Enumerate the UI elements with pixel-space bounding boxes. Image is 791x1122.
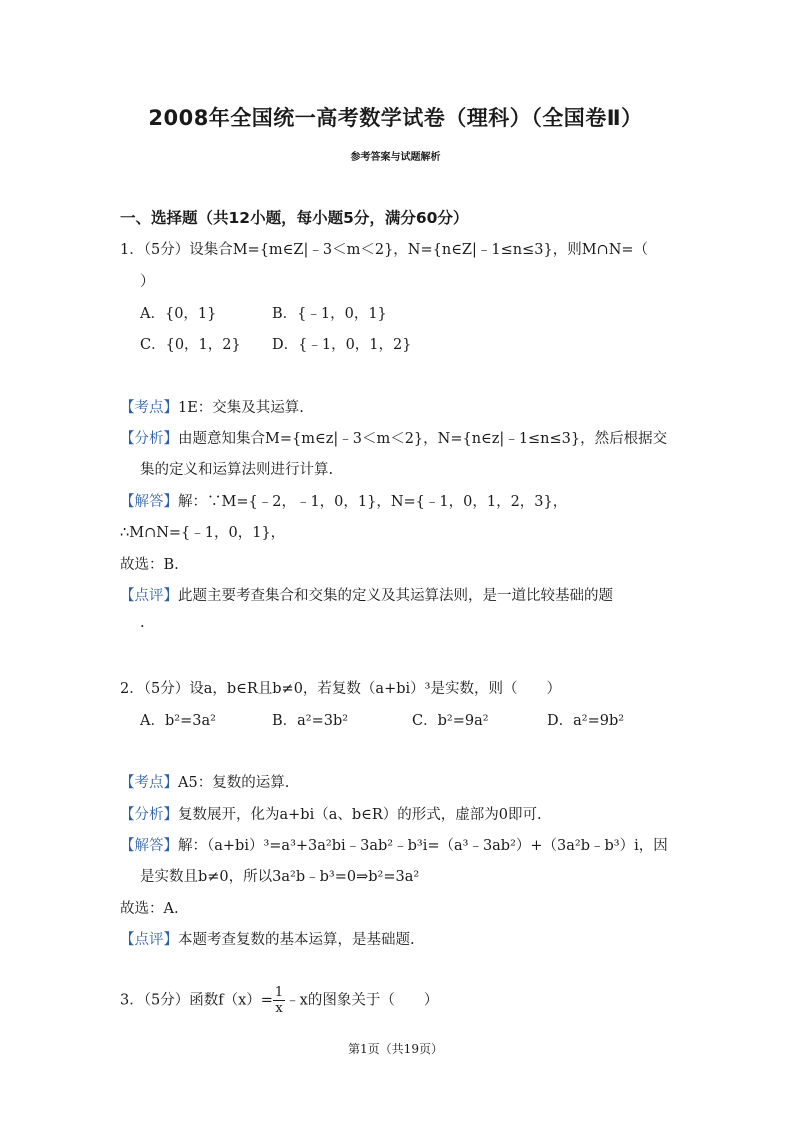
q2-option-c: C．b²=9a² [412,713,489,729]
q2-dianping [120,928,415,949]
page-subtitle: 参考答案与试题解析 [350,152,441,163]
q2-stem: 2．（5分）设a，b∈R且b≠0，若复数（a+bi）³是实数，则（ ） [120,681,561,697]
q1-jieda-text: 解：∵M={﹣2，﹣1，0，1}，N={﹣1，0，1，2，3}， [178,494,568,510]
fenxi-tag: 【分析】 [120,431,178,447]
jieda-tag: 【解答】 [120,494,178,510]
kaodian-tag: 【考点】 [120,400,178,416]
q1-stem-line2: ） [140,274,155,290]
q2-option-b: B．a²=3b² [272,713,349,729]
dianping-tag: 【点评】 [120,588,178,604]
page-title: 2008年全国统一高考数学试卷（理科）（全国卷Ⅱ） [148,106,643,130]
q1-jieda [120,490,567,511]
q1-fenxi-text: 由题意知集合M={m∈z|﹣3＜m＜2}，N={n∈z|﹣1≤n≤3}，然后根据交 [178,431,668,447]
q2-jieda-line2: 是实数且b≠0，所以3a²b﹣b³=0⇒b²=3a² [140,869,420,885]
q2-option-a: A．b²=3a² [140,713,216,729]
q3-fraction-numerator: 1 [274,985,284,1000]
dianping-tag: 【点评】 [120,932,178,948]
q2-choice: 故选：A. [120,901,179,917]
q1-jieda-line2: ∴M∩N={﹣1，0，1}， [120,525,286,541]
q1-stem-line1: 1．（5分）设集合M={m∈Z|﹣3＜m＜2}，N={n∈Z|﹣1≤n≤3}，则M∩N=（ [120,242,649,258]
q2-dianping-text: 本题考查复数的基本运算，是基础题. [178,932,415,948]
q2-jieda-text: 解：（a+bi）³=a³+3a²bi﹣3ab²﹣b³i=（a³﹣3ab²）+（3a²b﹣b³）i，因 [178,838,668,854]
q1-fenxi [120,427,667,448]
q2-kaodian-text: A5：复数的运算. [178,775,290,791]
jieda-tag: 【解答】 [120,838,178,854]
fenxi-tag: 【分析】 [120,807,178,823]
kaodian-tag: 【考点】 [120,775,178,791]
q3-stem-prefix: 3．（5分）函数f（x）= [120,992,273,1009]
q2-fenxi-text: 复数展开，化为a+bi（a、b∈R）的形式，虚部为0即可. [178,807,542,823]
q2-jieda [120,834,668,855]
q1-fenxi-line2: 集的定义和运算法则进行计算. [140,462,334,478]
q1-option-b: B．{﹣1，0，1} [272,306,387,322]
q3-stem [120,985,438,1016]
q1-kaodian-text: 1E：交集及其运算. [178,400,304,416]
q3-stem-suffix: ﹣x的图象关于（ ） [285,992,439,1009]
q1-dianping [120,584,613,605]
q1-option-d: D．{﹣1，0，1，2} [272,337,412,353]
q1-dianping-text: 此题主要考查集合和交集的定义及其运算法则，是一道比较基础的题 [178,588,613,604]
q3-fraction [273,985,285,1016]
q3-fraction-denominator: x [275,1001,283,1016]
q1-choice: 故选：B. [120,557,179,573]
q1-kaodian [120,396,304,417]
q1-dianping-line2: . [140,615,145,631]
section-heading: 一、选择题（共12小题，每小题5分，满分60分） [120,209,469,227]
q2-option-d: D．a²=9b² [547,713,625,729]
q1-option-a: A．{0，1} [140,306,217,322]
q2-kaodian [120,771,289,792]
q1-option-c: C．{0，1，2} [140,337,241,353]
q2-fenxi [120,803,542,824]
page-footer: 第1页（共19页） [348,1042,443,1056]
